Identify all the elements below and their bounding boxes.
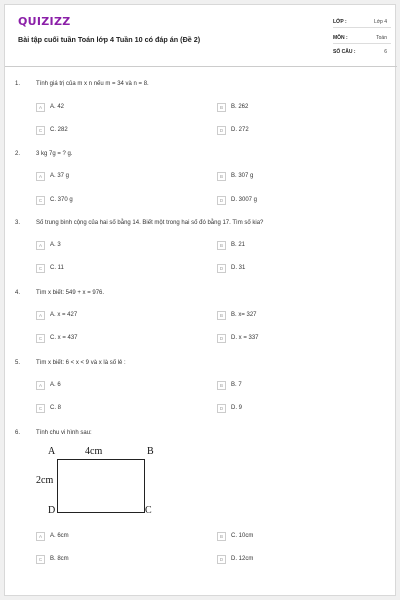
option-letter-box: B — [217, 241, 226, 250]
option-letter-box: C — [36, 196, 45, 205]
figure-corner-c: C — [145, 505, 152, 516]
figure-side-length: 2cm — [36, 475, 54, 486]
option-text: A. 6 — [50, 382, 61, 388]
option-text: C. 11 — [50, 265, 64, 271]
option-letter-box: B — [217, 311, 226, 320]
question-number: 2. — [15, 151, 21, 157]
question-text: Tính chu vi hình sau: — [36, 430, 92, 436]
option-letter-box: A — [36, 241, 45, 250]
quizizz-logo: QUIZIZZ — [18, 15, 71, 28]
option-letter-box: A — [36, 103, 45, 112]
option-text: A. 37 g — [50, 173, 70, 179]
option-letter-box: C — [36, 334, 45, 343]
rectangle-figure — [57, 459, 145, 513]
question-number: 3. — [15, 220, 21, 226]
option-letter-box: C — [36, 264, 45, 273]
option-letter-box: C — [36, 126, 45, 135]
option-letter-box: B — [217, 381, 226, 390]
option-text: B. 7 — [231, 382, 242, 388]
figure-corner-b: B — [147, 446, 154, 457]
option-letter-box: C — [36, 555, 45, 564]
meta-class-label: LỚP : — [333, 19, 347, 25]
option-letter-box: D — [217, 334, 226, 343]
option-text: D. 31 — [231, 265, 246, 271]
option-text: A. x = 427 — [50, 312, 78, 318]
option-text: D. 12cm — [231, 556, 254, 562]
option-text: C. 10cm — [231, 533, 254, 539]
worksheet-title: Bài tập cuối tuần Toán lớp 4 Tuần 10 có đáp án (Đề 2) — [18, 35, 201, 44]
question-number: 4. — [15, 290, 21, 296]
option-letter-box: D — [217, 264, 226, 273]
option-letter-box: A — [36, 532, 45, 541]
option-text: B. 307 g — [231, 173, 254, 179]
worksheet-header — [5, 5, 397, 67]
option-text: B. 21 — [231, 242, 246, 248]
worksheet-page — [4, 4, 396, 596]
option-letter-box: A — [36, 172, 45, 181]
meta-count-label: SỐ CÂU : — [333, 49, 356, 55]
meta-subject-value: Toán — [376, 35, 387, 41]
option-text: A. 42 — [50, 104, 65, 110]
option-letter-box: D — [217, 126, 226, 135]
option-text: D. 3007 g — [231, 197, 258, 203]
option-text: B. 262 — [231, 104, 249, 110]
option-text: C. 8 — [50, 405, 62, 411]
option-letter-box: A — [36, 311, 45, 320]
question-text: Số trung bình cộng của hai số bằng 14. Biết một trong hai số đó bằng 17. Tìm số kia? — [36, 220, 264, 226]
option-text: A. 6cm — [50, 533, 69, 539]
option-letter-box: B — [217, 532, 226, 541]
option-text: D. 9 — [231, 405, 243, 411]
meta-class-value: Lớp 4 — [373, 19, 387, 25]
question-text: 3 kg 7g = ? g. — [36, 151, 73, 157]
option-letter-box: B — [217, 172, 226, 181]
option-text: B. 8cm — [50, 556, 69, 562]
question-number: 1. — [15, 81, 21, 87]
option-letter-box: C — [36, 404, 45, 413]
figure-corner-a: A — [48, 446, 56, 457]
figure-top-length: 4cm — [85, 446, 103, 457]
option-text: C. 282 — [50, 127, 68, 133]
question-text: Tính giá trị của m x n nếu m = 34 và n = 8. — [36, 81, 149, 87]
option-text: A. 3 — [50, 242, 61, 248]
meta-subject-row — [333, 31, 391, 44]
option-text: D. x = 337 — [231, 335, 259, 341]
option-text: C. x = 437 — [50, 335, 78, 341]
question-text: Tìm x biết: 6 < x < 9 và x là số lẻ : — [36, 360, 126, 366]
option-text: D. 272 — [231, 127, 249, 133]
question-number: 6. — [15, 430, 21, 436]
meta-count-row — [333, 45, 391, 58]
meta-class-row — [333, 15, 391, 28]
question-text: Tìm x biết: 549 + x = 976. — [36, 290, 105, 296]
question-number: 5. — [15, 360, 21, 366]
option-letter-box: D — [217, 196, 226, 205]
option-letter-box: A — [36, 381, 45, 390]
option-letter-box: D — [217, 555, 226, 564]
option-letter-box: B — [217, 103, 226, 112]
option-letter-box: D — [217, 404, 226, 413]
meta-subject-label: MÔN : — [333, 35, 348, 41]
option-text: C. 370 g — [50, 197, 73, 203]
option-text: B. x= 327 — [231, 312, 257, 318]
meta-count-value: 6 — [384, 49, 387, 55]
figure-corner-d: D — [48, 505, 56, 516]
